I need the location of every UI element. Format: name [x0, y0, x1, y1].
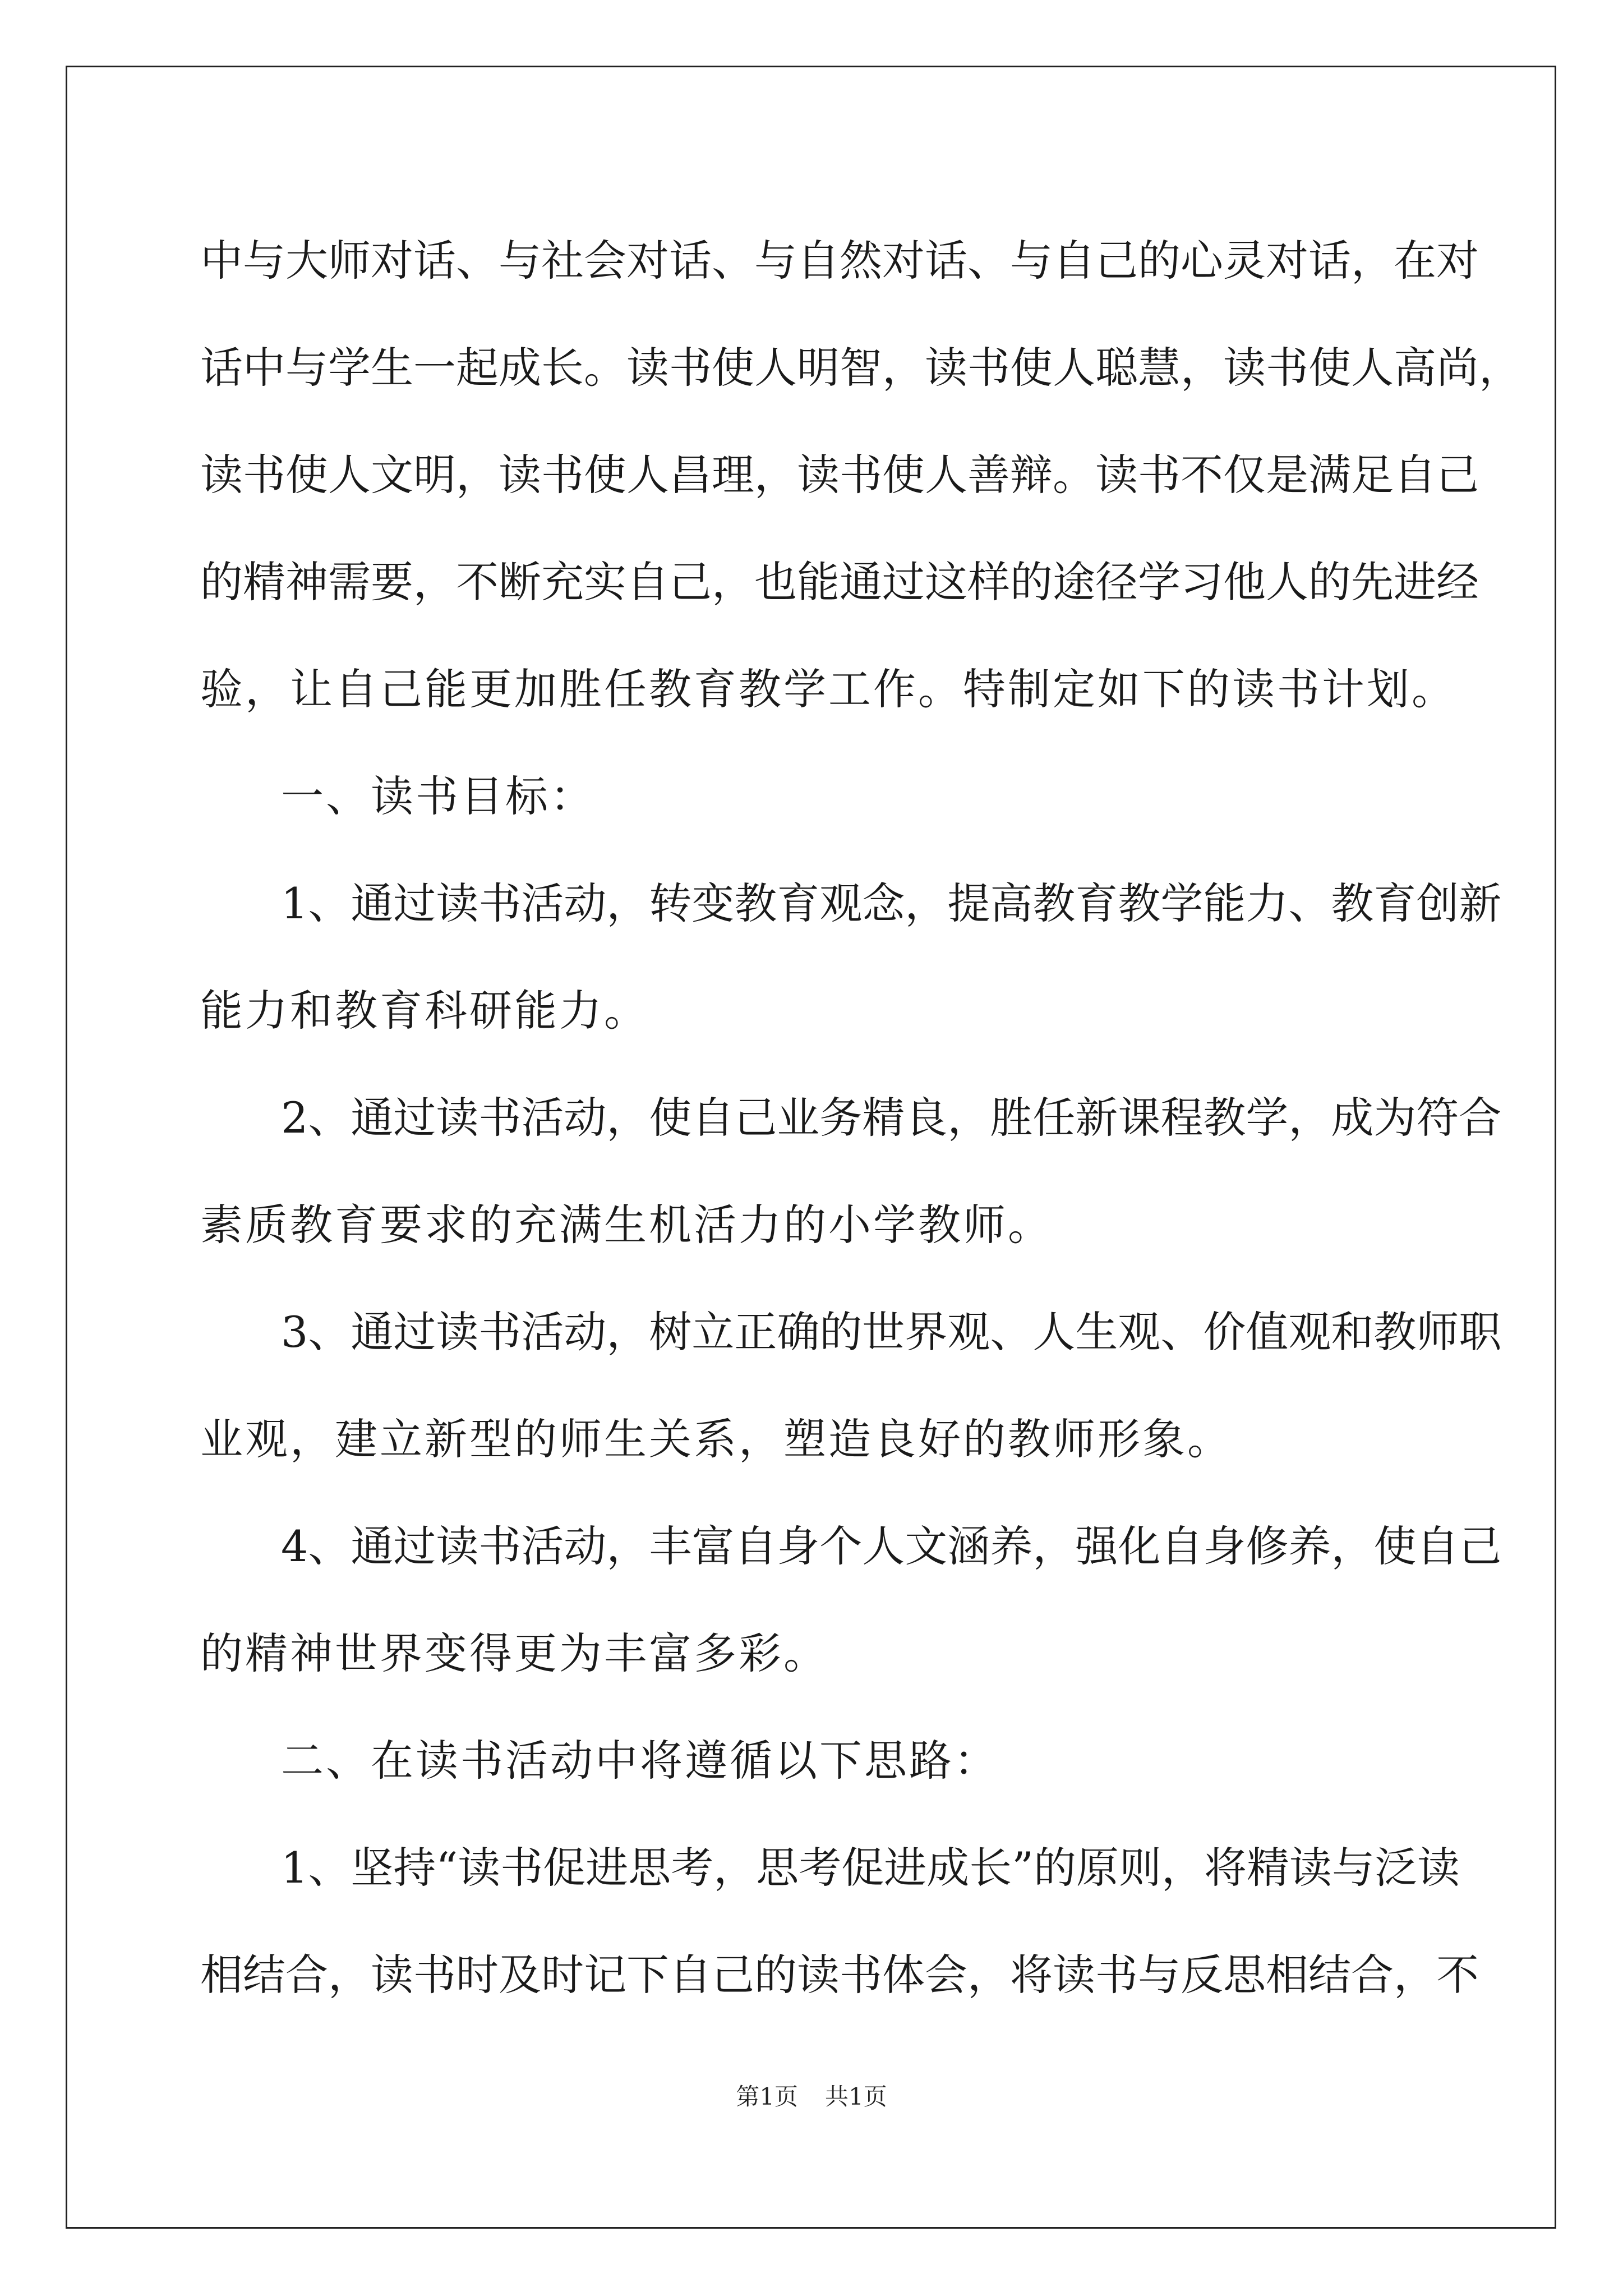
text-line: 3、通过读书活动，树立正确的世界观、人生观、价值观和教师职 [281, 1307, 1502, 1357]
text-line: 读书使人文明，读书使人昌理，读书使人善辩。读书不仅是满足自己 [200, 450, 1479, 500]
text-line: 中与大师对话、与社会对话、与自然对话、与自己的心灵对话，在对 [200, 236, 1479, 286]
text-line: 能力和教育科研能力。 [200, 986, 649, 1036]
text-line: 的精神需要，不断充实自己，也能通过这样的途径学习他人的先进经 [200, 557, 1479, 607]
text-line: 业观，建立新型的师生关系，塑造良好的教师形象。 [200, 1414, 1232, 1464]
page-total: 共1页 [825, 2083, 887, 2110]
text-line: 相结合，读书时及时记下自己的读书体会，将读书与反思相结合，不 [200, 1950, 1479, 2000]
section-heading: 一、读书目标： [281, 771, 595, 821]
text-line: 1、通过读书活动，转变教育观念，提高教育教学能力、教育创新 [281, 878, 1502, 928]
text-line: 2、通过读书活动，使自己业务精良，胜任新课程教学，成为符合 [281, 1093, 1502, 1143]
text-line: 验，让自己能更加胜任教育教学工作。特制定如下的读书计划。 [200, 664, 1456, 714]
text-line: 1、坚持“读书促进思考，思考促进成长”的原则，将精读与泛读 [281, 1843, 1460, 1893]
page-number: 第1页 [736, 2083, 798, 2110]
text-line: 素质教育要求的充满生机活力的小学教师。 [200, 1200, 1053, 1250]
text-line: 话中与学生一起成长。读书使人明智，读书使人聪慧，读书使人高尚， [200, 343, 1521, 393]
text-line: 的精神世界变得更为丰富多彩。 [200, 1628, 828, 1678]
text-line: 4、通过读书活动，丰富自身个人文涵养，强化自身修养，使自己 [281, 1521, 1502, 1571]
section-heading: 二、在读书活动中将遵循以下思路： [281, 1736, 999, 1786]
page-footer [0, 2080, 1623, 2114]
